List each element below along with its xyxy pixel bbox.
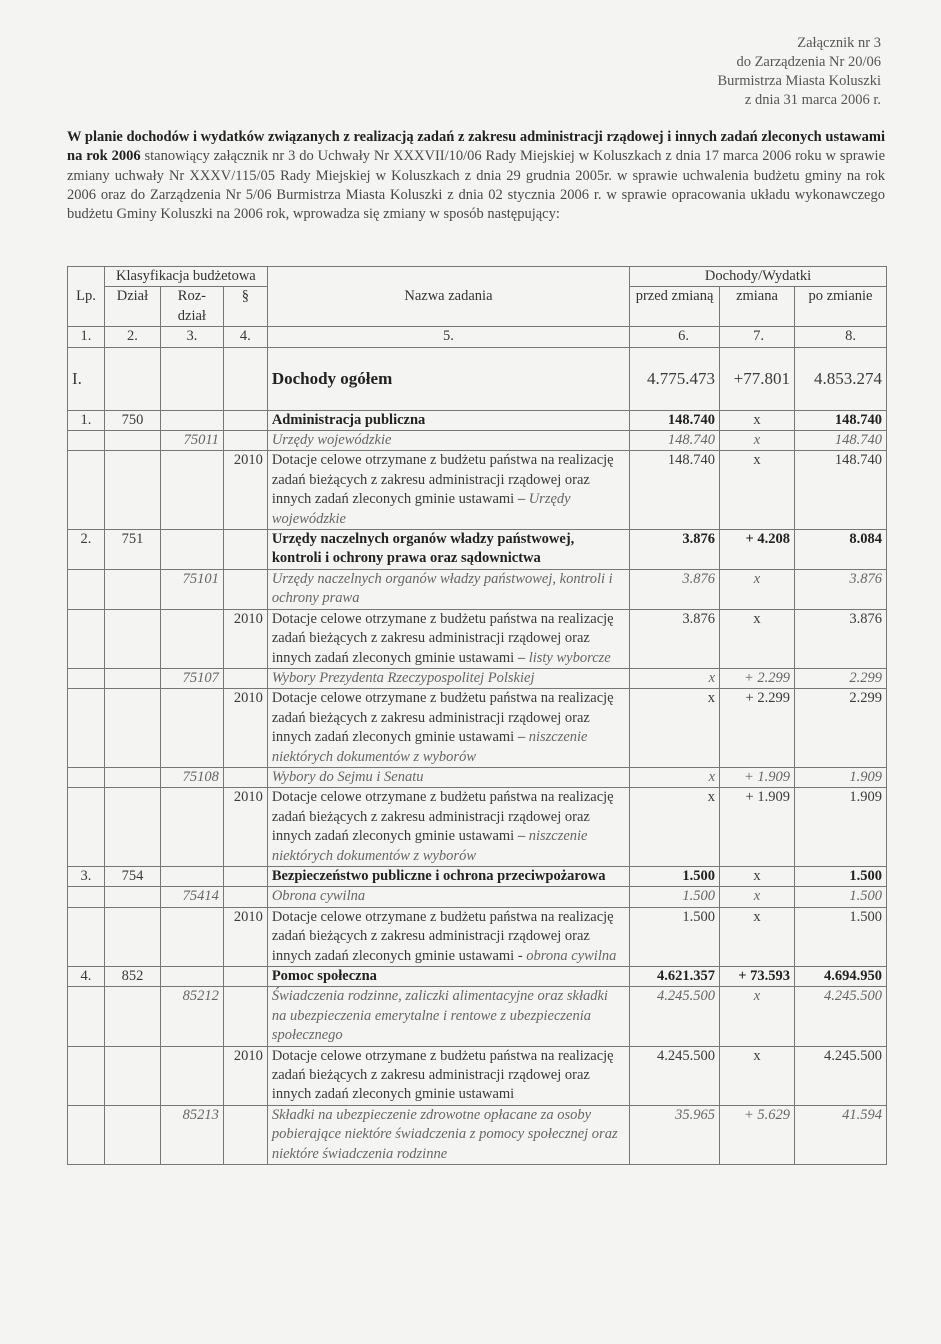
cell-name <box>267 451 629 530</box>
cell-przed: 4.245.500 <box>630 987 720 1046</box>
cell-dzial <box>104 788 160 867</box>
table-row-par <box>68 609 887 668</box>
name-italic-text: niszczenie niektórych dokumentów z wyborów <box>271 828 588 864</box>
cell-name <box>267 689 629 768</box>
cell-rozdzial <box>160 866 223 886</box>
cell-name <box>267 967 629 987</box>
cell-po: 148.740 <box>794 451 886 530</box>
cell-przed: 148.740 <box>630 410 720 430</box>
cell-przed: 3.876 <box>630 609 720 668</box>
cell-name <box>267 609 629 668</box>
cell-paragraf: 2010 <box>223 609 267 668</box>
table-row-rozdzial <box>68 569 887 609</box>
cell-po: 4.694.950 <box>794 967 886 987</box>
cell-zmiana: + 2.299 <box>720 668 795 688</box>
cell-rozdzial: 75414 <box>160 887 223 907</box>
cell-dzial <box>104 987 160 1046</box>
cell-przed: x <box>630 767 720 787</box>
cell-dzial <box>104 1046 160 1105</box>
table-row-rozdzial <box>68 767 887 787</box>
total-przed: 4.775.473 <box>630 347 720 410</box>
total-lp: I. <box>68 347 105 410</box>
cell-paragraf <box>223 668 267 688</box>
header-line: z dnia 31 marca 2006 r. <box>744 92 881 108</box>
cell-name <box>267 530 629 570</box>
cell-name <box>267 788 629 867</box>
cell-paragraf <box>223 569 267 609</box>
cell-przed: 148.740 <box>630 451 720 530</box>
cell-paragraf <box>223 410 267 430</box>
table-row-par <box>68 1046 887 1105</box>
cell-rozdzial <box>160 609 223 668</box>
name-text: Dotacje celowe otrzymane z budżetu państwa na realizację zadań bieżących z zakresu administracji rządowej oraz innych zadań zleconych gminie ustawami – <box>271 452 614 508</box>
cell-przed: 35.965 <box>630 1105 720 1164</box>
header-dzial: Dział <box>104 287 160 327</box>
cell-name <box>267 1105 629 1164</box>
name-text: Wybory do Sejmu i Senatu <box>271 768 424 785</box>
cell-rozdzial: 85213 <box>160 1105 223 1164</box>
name-text: Składki na ubezpieczenie zdrowotne opłacane za osoby pobierające niektóre świadczenia z pomocy społecznej oraz niektóre świadczenia rodzinne <box>271 1106 618 1162</box>
cell-dzial <box>104 609 160 668</box>
name-italic-text: listy wyborcze <box>528 649 611 666</box>
cell-po: 1.909 <box>794 788 886 867</box>
name-italic-text: niszczenie niektórych dokumentów z wyborów <box>271 729 588 765</box>
table-row-par <box>68 689 887 768</box>
attachment-header <box>717 34 881 110</box>
column-number: 2. <box>104 327 160 347</box>
cell-paragraf: 2010 <box>223 689 267 768</box>
cell-paragraf <box>223 431 267 451</box>
cell-name <box>267 887 629 907</box>
name-text: Świadczenia rodzinne, zaliczki alimentacyjne oraz składki na ubezpieczenia emerytalne i rentowe z ubezpieczenia społecznego <box>271 988 608 1044</box>
cell-lp <box>68 569 105 609</box>
cell-lp <box>68 987 105 1046</box>
cell-lp: 3. <box>68 866 105 886</box>
cell-lp <box>68 431 105 451</box>
name-text: Pomoc społeczna <box>271 968 377 984</box>
budget-table <box>67 266 887 1165</box>
cell-przed: 3.876 <box>630 530 720 570</box>
cell-paragraf <box>223 767 267 787</box>
header-rozdzial: Roz-dział <box>160 287 223 327</box>
column-number: 5. <box>267 327 629 347</box>
name-text: Administracja publiczna <box>271 411 426 428</box>
cell-zmiana: + 2.299 <box>720 689 795 768</box>
cell-zmiana: + 73.593 <box>720 967 795 987</box>
cell-lp: 2. <box>68 530 105 570</box>
cell-przed: 1.500 <box>630 866 720 886</box>
cell-zmiana: x <box>720 907 795 966</box>
cell-rozdzial <box>160 689 223 768</box>
cell-po: 1.909 <box>794 767 886 787</box>
cell-name <box>267 410 629 430</box>
cell-po: 3.876 <box>794 569 886 609</box>
cell-paragraf: 2010 <box>223 1046 267 1105</box>
table-row-rozdzial <box>68 1105 887 1164</box>
cell-lp <box>68 767 105 787</box>
cell-przed: 3.876 <box>630 569 720 609</box>
cell-paragraf <box>223 967 267 987</box>
cell-po: 2.299 <box>794 668 886 688</box>
name-text: Bezpieczeństwo publiczne i ochrona przeciwpożarowa <box>271 867 606 884</box>
cell-po: 1.500 <box>794 887 886 907</box>
cell-przed: x <box>630 788 720 867</box>
cell-zmiana: x <box>720 569 795 609</box>
cell-dzial <box>104 887 160 907</box>
cell-przed: 4.245.500 <box>630 1046 720 1105</box>
table-row-par <box>68 788 887 867</box>
cell-name <box>267 987 629 1046</box>
cell-po: 2.299 <box>794 689 886 768</box>
column-number: 7. <box>720 327 795 347</box>
table-row-rozdzial <box>68 668 887 688</box>
cell-rozdzial <box>160 410 223 430</box>
cell-rozdzial: 85212 <box>160 987 223 1046</box>
header-przed: przed zmianą <box>630 287 720 327</box>
cell-rozdzial: 75101 <box>160 569 223 609</box>
cell-po: 1.500 <box>794 866 886 886</box>
cell-po: 4.245.500 <box>794 1046 886 1105</box>
total-name: Dochody ogółem <box>267 347 629 410</box>
table-row-dzial <box>68 530 887 570</box>
cell-po: 4.245.500 <box>794 987 886 1046</box>
name-italic-text: obrona cywilna <box>526 947 617 964</box>
name-text: Urzędy naczelnych organów władzy państwowej, kontroli i ochrony prawa oraz sądownictwa <box>271 531 575 567</box>
cell-name <box>267 668 629 688</box>
cell-paragraf: 2010 <box>223 907 267 966</box>
cell-lp <box>68 788 105 867</box>
cell-name <box>267 431 629 451</box>
cell-zmiana: x <box>720 609 795 668</box>
cell-zmiana: + 1.909 <box>720 788 795 867</box>
total-po: 4.853.274 <box>794 347 886 410</box>
cell-dzial <box>104 569 160 609</box>
cell-zmiana: x <box>720 987 795 1046</box>
name-text: Urzędy wojewódzkie <box>271 432 392 449</box>
header-line: Załącznik nr 3 <box>797 35 881 51</box>
cell-paragraf <box>223 866 267 886</box>
cell-lp <box>68 1105 105 1164</box>
cell-paragraf: 2010 <box>223 788 267 867</box>
intro-paragraph <box>67 128 885 224</box>
table-row-par <box>68 907 887 966</box>
cell-dzial <box>104 689 160 768</box>
name-text: Dotacje celowe otrzymane z budżetu państwa na realizację zadań bieżących z zakresu administracji rządowej oraz innych zadań zleconych gminie ustawami – <box>271 610 614 666</box>
intro-text: stanowiący załącznik nr 3 do Uchwały Nr XXXVII/10/06 Rady Miejskiej w Koluszkach z dnia 17 marca 2006 roku w sprawie zmiany uchwały Nr XXXV/115/05 Rady Miejskiej w Koluszkach z dnia 29 grudnia 2005r. w sprawie uchwalenia budżetu gminy na rok 2006 oraz do Zarządzenia Nr 5/06 Burmistrza Miasta Koluszki z dnia 02 stycznia 2006 r. w sprawie opracowania układu wykonawczego budżetu Gminy Koluszki na 2006 rok, wprowadza się zmiany w sposób następujący: <box>67 148 886 223</box>
cell-paragraf <box>223 987 267 1046</box>
column-number: 3. <box>160 327 223 347</box>
header-paragraf: § <box>223 287 267 327</box>
cell-przed: x <box>630 689 720 768</box>
cell-po: 148.740 <box>794 410 886 430</box>
cell-dzial: 754 <box>104 866 160 886</box>
cell-zmiana: x <box>720 1046 795 1105</box>
cell-po: 3.876 <box>794 609 886 668</box>
total-zmiana: +77.801 <box>720 347 795 410</box>
header-nazwa: Nazwa zadania <box>267 267 629 327</box>
cell-name <box>267 1046 629 1105</box>
intro-bold: W planie dochodów i wydatków związanych z realizacją zadań z zakresu administracji rządowej i innych zadań zleconych ustawami na rok 2006 <box>67 129 885 165</box>
cell-po: 1.500 <box>794 907 886 966</box>
column-number: 6. <box>630 327 720 347</box>
cell-name <box>267 767 629 787</box>
table-row-rozdzial <box>68 431 887 451</box>
cell-przed: 1.500 <box>630 907 720 966</box>
header-line: Burmistrza Miasta Koluszki <box>717 73 881 89</box>
cell-rozdzial <box>160 967 223 987</box>
header-po: po zmianie <box>794 287 886 327</box>
column-number: 4. <box>223 327 267 347</box>
cell-rozdzial <box>160 530 223 570</box>
table-row-dzial <box>68 866 887 886</box>
column-number: 8. <box>794 327 886 347</box>
cell-przed: 4.621.357 <box>630 967 720 987</box>
cell-lp <box>68 1046 105 1105</box>
cell-po: 148.740 <box>794 431 886 451</box>
name-text: Dotacje celowe otrzymane z budżetu państwa na realizację zadań bieżących z zakresu administracji rządowej oraz innych zadań zleconych gminie ustawami – <box>271 690 614 746</box>
cell-lp <box>68 451 105 530</box>
table-row-rozdzial <box>68 987 887 1046</box>
cell-dzial: 852 <box>104 967 160 987</box>
cell-name <box>267 866 629 886</box>
header-zmiana: zmiana <box>720 287 795 327</box>
name-text: Dotacje celowe otrzymane z budżetu państwa na realizację zadań bieżących z zakresu administracji rządowej oraz innych zadań zleconych gminie ustawami <box>271 1047 614 1103</box>
table-row-par <box>68 451 887 530</box>
cell-zmiana: x <box>720 887 795 907</box>
cell-zmiana: x <box>720 451 795 530</box>
cell-przed: x <box>630 668 720 688</box>
cell-paragraf <box>223 530 267 570</box>
cell-zmiana: x <box>720 866 795 886</box>
cell-po: 41.594 <box>794 1105 886 1164</box>
cell-po: 8.084 <box>794 530 886 570</box>
cell-zmiana: + 5.629 <box>720 1105 795 1164</box>
name-text: Wybory Prezydenta Rzeczypospolitej Polskiej <box>271 669 535 686</box>
cell-dzial: 750 <box>104 410 160 430</box>
name-text: Obrona cywilna <box>271 888 366 905</box>
total-row <box>68 347 887 410</box>
cell-dzial <box>104 431 160 451</box>
cell-rozdzial: 75107 <box>160 668 223 688</box>
table-row-dzial <box>68 410 887 430</box>
cell-name <box>267 907 629 966</box>
cell-lp <box>68 668 105 688</box>
cell-dzial <box>104 1105 160 1164</box>
header-lp: Lp. <box>68 267 105 327</box>
name-text: Dotacje celowe otrzymane z budżetu państwa na realizację zadań bieżących z zakresu administracji rządowej oraz innych zadań zleconych gminie ustawami - <box>271 908 614 964</box>
cell-przed: 148.740 <box>630 431 720 451</box>
cell-lp: 1. <box>68 410 105 430</box>
header-klasyfikacja: Klasyfikacja budżetowa <box>104 267 267 287</box>
cell-paragraf <box>223 887 267 907</box>
cell-lp <box>68 689 105 768</box>
name-text: Urzędy naczelnych organów władzy państwowej, kontroli i ochrony prawa <box>271 570 613 607</box>
cell-rozdzial <box>160 451 223 530</box>
column-number: 1. <box>68 327 105 347</box>
cell-lp: 4. <box>68 967 105 987</box>
table-row-dzial <box>68 967 887 987</box>
cell-rozdzial <box>160 788 223 867</box>
cell-paragraf <box>223 1105 267 1164</box>
cell-name <box>267 569 629 609</box>
cell-przed: 1.500 <box>630 887 720 907</box>
table-row-rozdzial <box>68 887 887 907</box>
cell-lp <box>68 887 105 907</box>
header-dochody: Dochody/Wydatki <box>630 267 887 287</box>
cell-zmiana: x <box>720 431 795 451</box>
cell-rozdzial: 75108 <box>160 767 223 787</box>
cell-dzial <box>104 767 160 787</box>
column-number-row <box>68 327 887 347</box>
name-text: Dotacje celowe otrzymane z budżetu państwa na realizację zadań bieżących z zakresu administracji rządowej oraz innych zadań zleconych gminie ustawami – <box>271 789 614 845</box>
cell-zmiana: + 4.208 <box>720 530 795 570</box>
cell-zmiana: + 1.909 <box>720 767 795 787</box>
cell-dzial: 751 <box>104 530 160 570</box>
header-line: do Zarządzenia Nr 20/06 <box>736 54 881 70</box>
cell-dzial <box>104 668 160 688</box>
name-italic-text: Urzędy wojewódzkie <box>271 491 571 527</box>
cell-lp <box>68 609 105 668</box>
cell-dzial <box>104 907 160 966</box>
cell-rozdzial <box>160 907 223 966</box>
cell-lp <box>68 907 105 966</box>
cell-rozdzial <box>160 1046 223 1105</box>
cell-dzial <box>104 451 160 530</box>
cell-zmiana: x <box>720 410 795 430</box>
cell-paragraf: 2010 <box>223 451 267 530</box>
cell-rozdzial: 75011 <box>160 431 223 451</box>
